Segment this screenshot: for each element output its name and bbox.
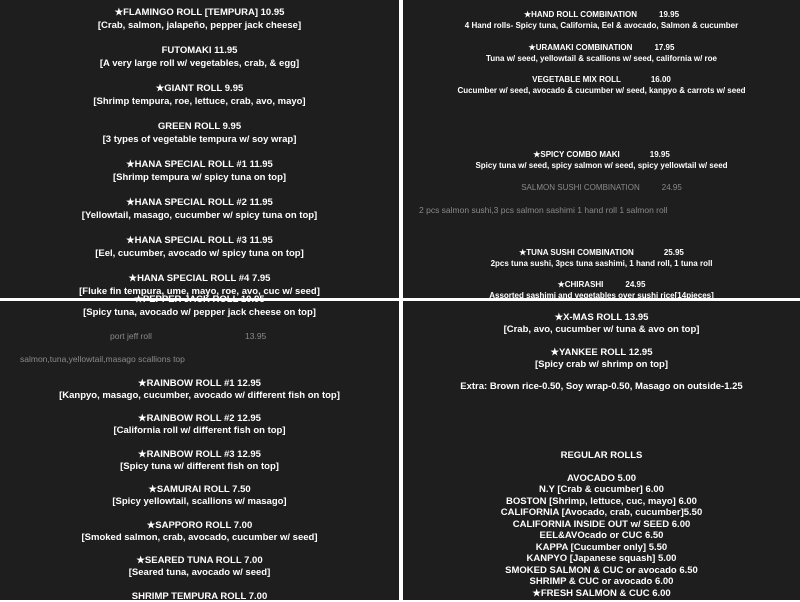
- menu-item-title: ★X-MAS ROLL 13.95: [554, 312, 649, 323]
- combo-title: [403, 44, 800, 52]
- menu-item-title: ★HANA SPECIAL ROLL #1 11.95: [126, 159, 273, 170]
- menu-item-description: [Spicy yellowtail, scallions w/ masago]: [112, 496, 287, 507]
- combo-name: ★URAMAKI COMBINATION: [528, 43, 633, 52]
- combo-description: 2 pcs salmon sushi,3 pcs salmon sashimi 1 hand roll 1 salmon roll: [419, 205, 668, 215]
- menu-item-description: [Shrimp tempura w/ spicy tuna on top]: [112, 172, 287, 183]
- menu-item-title: ★HANA SPECIAL ROLL #4 7.95: [128, 273, 271, 284]
- menu-item-title: ★HANA SPECIAL ROLL #3 11.95: [126, 235, 273, 246]
- menu-item-description: [Fluke fin tempura, ume, mayo, roe, avo, cuc w/ seed]: [79, 286, 320, 297]
- combo-title: [403, 76, 800, 84]
- combo-title: [403, 249, 800, 257]
- combo-price: 24.95: [625, 280, 646, 289]
- combo-description: 4 Hand rolls- Spicy tuna, California, Eel & avocado, Salmon & cucumber: [464, 21, 739, 30]
- regular-roll-item: BOSTON [Shrimp, lettuce, cuc, mayo] 6.00: [506, 496, 697, 507]
- regular-roll-item: AVOCADO 5.00: [567, 473, 636, 484]
- combo-price: 19.95: [659, 10, 680, 19]
- menu-item-title: SHRIMP TEMPURA ROLL 7.00: [131, 591, 268, 602]
- menu-item-title: ★PEPPER JACK ROLL 10.95: [134, 294, 265, 305]
- menu-item-title: ★RAINBOW ROLL #1 12.95: [138, 378, 261, 389]
- menu-item-description: [Spicy tuna, avocado w/ pepper jack cheese on top]: [83, 307, 316, 318]
- combo-title: [403, 151, 800, 159]
- menu-panel-top-left: [0, 0, 399, 298]
- combo-description: Cucumber w/ seed, avocado & cucumber w/ seed, kanpyo & carrots w/ seed: [457, 86, 746, 95]
- menu-item-description: [Spicy crab w/ shrimp on top]: [534, 359, 668, 370]
- combo-title: [403, 184, 800, 192]
- combo-name: SALMON SUSHI COMBINATION: [521, 183, 640, 192]
- combo-name: ★HAND ROLL COMBINATION: [523, 10, 638, 19]
- combo-name: ★SPICY COMBO MAKI: [533, 150, 620, 159]
- menu-item-description: [California roll w/ different fish on top]: [113, 425, 286, 436]
- combo-description: Tuna w/ seed, yellowtail & scallions w/ seed, california w/ roe: [485, 54, 718, 63]
- regular-roll-item: N.Y [Crab & cucumber] 6.00: [539, 484, 664, 495]
- regular-roll-item: SMOKED SALMON & CUC or avocado 6.50: [505, 565, 698, 576]
- combo-description: 2pcs tuna sushi, 3pcs tuna sashimi, 1 hand roll, 1 tuna roll: [490, 259, 713, 268]
- menu-item-description: [Shrimp tempura, roe, lettuce, crab, avo, mayo]: [93, 96, 306, 107]
- regular-roll-item: CALIFORNIA INSIDE OUT w/ SEED 6.00: [512, 519, 691, 530]
- combo-price: 17.95: [654, 43, 675, 52]
- combo-name: ★TUNA SUSHI COMBINATION: [519, 248, 634, 257]
- menu-panel-top-right: [403, 0, 800, 298]
- combo-name: ★CHIRASHI: [557, 280, 604, 289]
- menu-item-title: ★RAINBOW ROLL #3 12.95: [138, 449, 261, 460]
- menu-item-description: [Crab, avo, cucumber w/ tuna & avo on top]: [503, 324, 700, 335]
- combo-description: Assorted sashimi and vegetables over sushi rice[14pieces]: [489, 291, 714, 300]
- menu-panel-bottom-left: [0, 294, 399, 602]
- menu-item-description: salmon,tuna,yellowtail,masago scallions top: [20, 354, 185, 364]
- regular-roll-item: CALIFORNIA [Avocado, crab, cucumber]5.50: [500, 507, 703, 518]
- menu-item-title: GREEN ROLL 9.95: [157, 121, 242, 132]
- menu-item-description: [3 types of vegetable tempura w/ soy wrap]: [102, 134, 297, 145]
- menu-item-title: ★GIANT ROLL 9.95: [155, 83, 244, 94]
- menu-item-title: ★HANA SPECIAL ROLL #2 11.95: [126, 197, 273, 208]
- regular-roll-item: ★FRESH SALMON & CUC 6.00: [532, 588, 671, 599]
- menu-item-description: [Crab, salmon, jalapeño, pepper jack cheese]: [97, 20, 302, 31]
- combo-price: 25.95: [663, 248, 684, 257]
- menu-item-price: 13.95: [245, 331, 267, 341]
- menu-item-title: ★SAMURAI ROLL 7.50: [148, 484, 251, 495]
- combo-description: Spicy tuna w/ seed, spicy salmon w/ seed, spicy yellowtail w/ seed: [475, 161, 728, 170]
- combo-price: 16.00: [650, 75, 671, 84]
- menu-item-title: ★FLAMINGO ROLL [TEMPURA] 10.95: [114, 7, 285, 18]
- combo-name: VEGETABLE MIX ROLL: [532, 75, 621, 84]
- combo-title: [403, 11, 800, 19]
- menu-item-description: [Smoked salmon, crab, avocado, cucumber w/ seed]: [81, 532, 318, 543]
- menu-item-description: [Eel, cucumber, avocado w/ spicy tuna on top]: [95, 248, 304, 259]
- regular-roll-item: SHRIMP & CUC or avocado 6.00: [529, 576, 674, 587]
- menu-item-title: ★RAINBOW ROLL #2 12.95: [138, 413, 261, 424]
- combo-price: 19.95: [649, 150, 670, 159]
- menu-item-name: port jeff roll: [110, 331, 152, 341]
- menu-item-description: [Kanpyo, masago, cucumber, avocado w/ different fish on top]: [59, 390, 340, 401]
- extras-note: Extra: Brown rice-0.50, Soy wrap-0.50, Masago on outside-1.25: [460, 381, 743, 392]
- menu-item-title: ★YANKEE ROLL 12.95: [550, 347, 653, 358]
- regular-roll-item: KAPPA [Cucumber only] 5.50: [535, 542, 668, 553]
- menu-panel-bottom-right: [403, 301, 800, 600]
- regular-roll-item: EEL&AVOcado or CUC 6.50: [539, 530, 664, 541]
- menu-item-title: ★SAPPORO ROLL 7.00: [146, 520, 253, 531]
- combo-price: 24.95: [661, 183, 682, 192]
- menu-item-description: [Yellowtail, masago, cucumber w/ spicy tuna on top]: [81, 210, 318, 221]
- menu-item-description: [Seared tuna, avocado w/ seed]: [128, 567, 271, 578]
- menu-item-description: [Spicy tuna w/ different fish on top]: [120, 461, 279, 472]
- combo-title: [403, 281, 800, 289]
- regular-roll-item: KANPYO [Japanese squash] 5.00: [526, 553, 677, 564]
- menu-item-title: FUTOMAKI 11.95: [161, 45, 238, 56]
- menu-item-description: [A very large roll w/ vegetables, crab, & egg]: [99, 58, 300, 69]
- section-heading: REGULAR ROLLS: [560, 450, 643, 461]
- menu-item-title: ★SEARED TUNA ROLL 7.00: [136, 555, 263, 566]
